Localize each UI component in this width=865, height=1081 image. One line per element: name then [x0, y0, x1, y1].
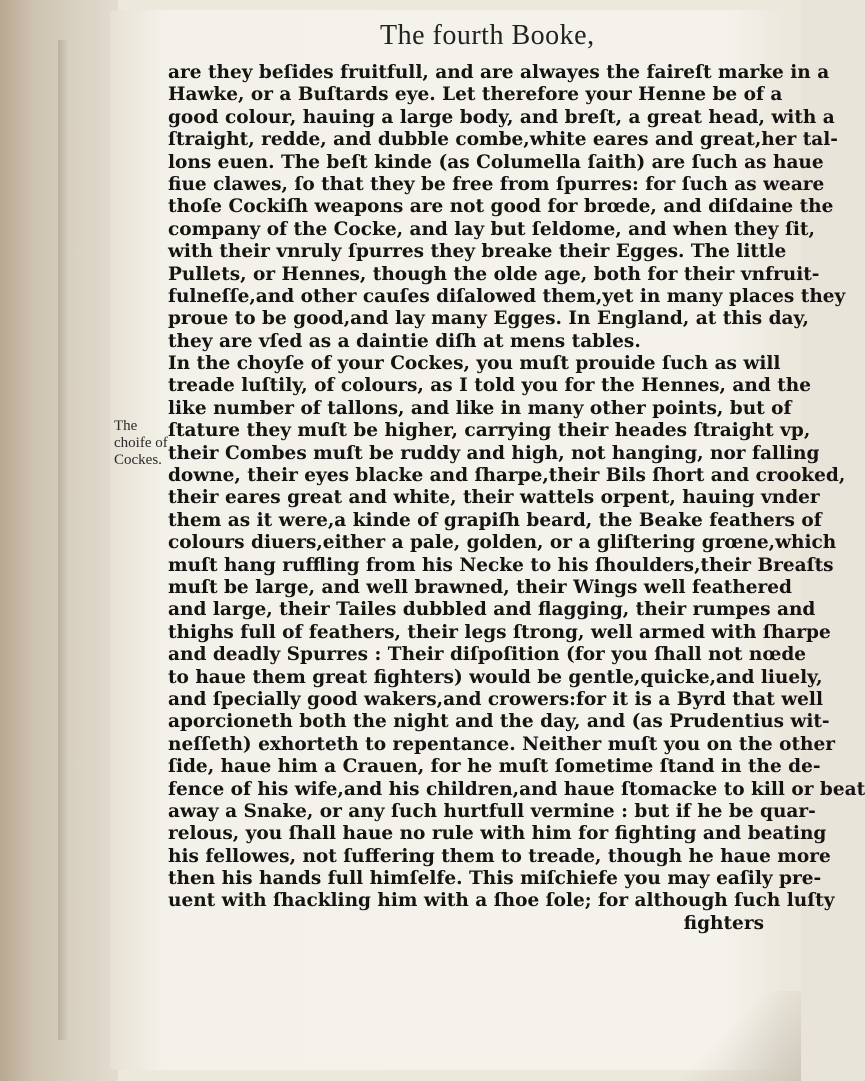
text-line: relous, you ſhall haue no rule with him for fighting and beating [168, 823, 827, 845]
page-corner-shadow [681, 991, 801, 1081]
text-line: fence of his wife,and his children,and haue ſtomacke to kill or beat [168, 778, 865, 800]
margin-note-line: choife of [114, 435, 168, 451]
text-line: proue to be good,and lay many Egges. In England, at this day, [168, 308, 809, 330]
text-line: fulneſſe,and other cauſes diſalowed them,yet in many places they [168, 285, 846, 307]
text-line: their Combes muſt be ruddy and high, not hanging, nor falling [168, 442, 820, 464]
text-line: company of the Cocke, and lay but ſeldome, and when they ſit, [168, 218, 815, 240]
text-line: and deadly Spurres : Their diſpoſition (for you ſhall not nœde [168, 644, 807, 666]
text-line: like number of tallons, and like in many other points, but of [168, 397, 792, 419]
text-line: treade luſtily, of colours, as I told you for the Hennes, and the [168, 375, 811, 397]
text-line: with their vnruly ſpurres they breake their Egges. The little [168, 241, 787, 263]
text-line: good colour, hauing a large body, and breſt, a great head, with a [168, 106, 835, 128]
text-line: Pullets, or Hennes, though the olde age, both for their vnfruit- [168, 263, 820, 285]
text-line: are they beſides fruitfull, and are alwayes the faireſt marke in a [168, 62, 830, 83]
text-line: his fellowes, not ſuffering them to treade, though he haue more [168, 845, 831, 867]
catchword: fighters [683, 912, 764, 934]
text-line: thighs full of feathers, their legs ſtrong, well armed with ſharpe [168, 621, 831, 643]
text-line: thoſe Cockiſh weapons are not good for brœde, and diſdaine the [168, 196, 834, 218]
text-line: aporcioneth both the night and the day, and (as Prudentius wit- [168, 711, 830, 733]
text-line: then his hands full himſelfe. This miſchiefe you may eaſily pre- [168, 868, 822, 890]
text-line: downe, their eyes blacke and ſharpe,their Bils ſhort and crooked, [168, 465, 846, 487]
text-line: their eares great and white, their wattels orpent, hauing vnder [168, 487, 820, 509]
text-line: they are vſed as a daintie diſh at mens tables. [168, 330, 641, 352]
text-line: ſide, haue him a Crauen, for he muſt ſometime ſtand in the de- [168, 756, 821, 778]
text-line: to haue them great fighters) would be gentle,quicke,and liuely, [168, 666, 823, 688]
body-text [168, 62, 865, 935]
margin-note-line: Cockes. [114, 452, 162, 468]
text-line: uent with ſhackling him with a ſhoe ſole; for although ſuch luſty [168, 890, 835, 912]
text-line: and large, their Tailes dubbled and flagging, their rumpes and [168, 599, 816, 621]
running-head: The fourth Booke, [380, 20, 595, 51]
text-line: lons euen. The beſt kinde (as Columella ſaith) are ſuch as haue [168, 151, 824, 173]
text-line: ſtraight, redde, and dubble combe,white eares and great,her tal- [168, 129, 838, 151]
text-line: away a Snake, or any ſuch hurtfull vermine : but if he be quar- [168, 800, 816, 822]
margin-note-line: The [114, 418, 138, 434]
gutter-shadow [58, 40, 68, 1040]
text-line: neſſeth) exhorteth to repentance. Neither muſt you on the other [168, 733, 835, 755]
text-line: Hawke, or a Buſtards eye. Let therefore your Henne be of a [168, 84, 783, 106]
text-line: and ſpecially good wakers,and crowers:for it is a Byrd that well [168, 688, 823, 710]
text-line: them as it were,a kinde of grapiſh beard, the Beake feathers of [168, 509, 822, 531]
text-line: fiue clawes, ſo that they be free from ſpurres: for ſuch as weare [168, 173, 825, 195]
text-line: colours diuers,either a pale, golden, or a gliſtering grœne,which [168, 532, 837, 554]
text-line: muſt hang ruffling from his Necke to his ſhoulders,their Breaſts [168, 554, 834, 576]
text-line: In the choyſe of your Cockes, you muſt prouide ſuch as will [168, 353, 781, 375]
text-line: muſt be large, and well brawned, their Wings well feathered [168, 576, 792, 598]
text-line: ſtature they muſt be higher, carrying their heades ſtraight vp, [168, 420, 811, 442]
margin-note [114, 418, 172, 469]
